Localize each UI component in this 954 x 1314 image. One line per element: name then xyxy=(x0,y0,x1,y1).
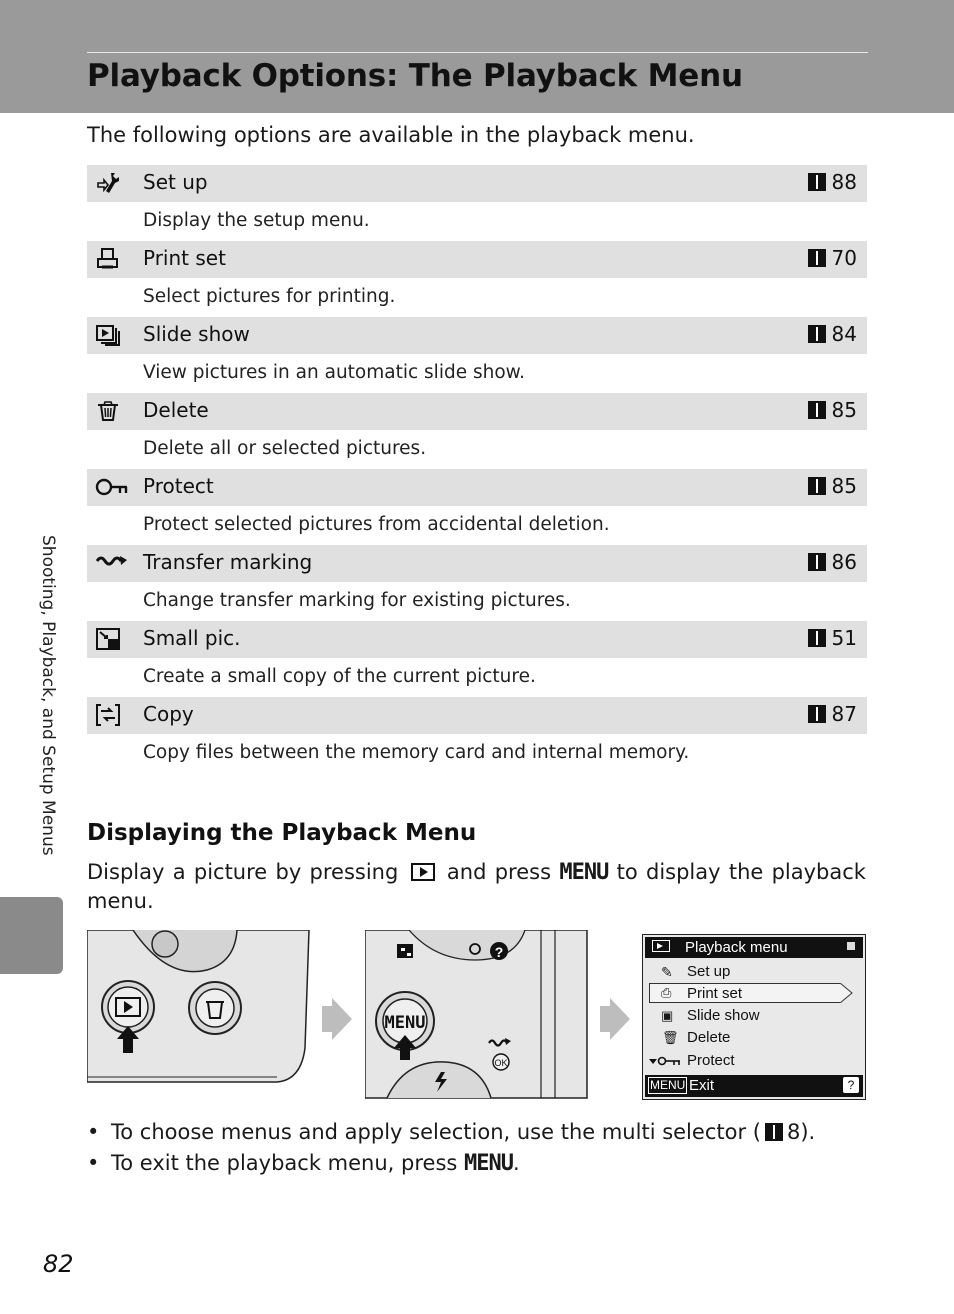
slide-show-icon: ▣ xyxy=(661,1008,674,1023)
reference-book-icon xyxy=(765,1123,783,1141)
reference-book-icon xyxy=(808,173,826,191)
next-step-arrow-icon xyxy=(322,998,352,1040)
menu-button-glyph: MENU xyxy=(464,1151,514,1176)
page-title: Playback Options: The Playback Menu xyxy=(87,58,743,94)
section-heading: Displaying the Playback Menu xyxy=(87,820,477,846)
option-row xyxy=(87,393,867,430)
delete-trash-icon xyxy=(95,399,121,423)
lcd-title: Playback menu xyxy=(685,939,788,956)
option-name: Copy xyxy=(143,702,194,726)
next-step-arrow-icon xyxy=(600,998,630,1040)
header-band xyxy=(0,0,954,113)
lcd-playback-menu xyxy=(642,934,866,1100)
option-description: View pictures in an automatic slide show. xyxy=(143,362,525,383)
reference-book-icon xyxy=(808,477,826,495)
copy-icon xyxy=(95,703,121,727)
option-description: Create a small copy of the current picture. xyxy=(143,666,536,687)
camera-menu-button-illustration xyxy=(365,930,589,1100)
lcd-item-delete[interactable]: Delete xyxy=(687,1029,731,1046)
option-row xyxy=(87,697,867,734)
option-name: Transfer marking xyxy=(143,550,313,574)
lcd-selection-highlight xyxy=(649,983,841,1003)
reference-book-icon xyxy=(808,705,826,723)
small-pic-icon xyxy=(95,627,121,651)
option-name: Slide show xyxy=(143,322,250,346)
ok-label: OK xyxy=(494,1058,508,1068)
help-icon[interactable]: ? xyxy=(843,1077,859,1093)
option-description: Delete all or selected pictures. xyxy=(143,438,427,459)
option-name: Delete xyxy=(143,398,209,422)
page-reference: 85 xyxy=(808,398,857,422)
lcd-item-slide-show[interactable]: Slide show xyxy=(687,1007,760,1024)
page-reference: 85 xyxy=(808,474,857,498)
page-reference: 51 xyxy=(808,626,857,650)
reference-book-icon xyxy=(808,553,826,571)
exit-label[interactable]: Exit xyxy=(689,1077,715,1094)
reference-book-icon xyxy=(808,629,826,647)
transfer-icon xyxy=(95,551,129,575)
option-description: Select pictures for printing. xyxy=(143,286,396,307)
option-row xyxy=(87,545,867,582)
lcd-title-bar xyxy=(645,937,863,958)
option-name: Protect xyxy=(143,474,214,498)
playback-button-icon xyxy=(411,863,435,881)
page-reference: 84 xyxy=(808,322,857,346)
option-row xyxy=(87,621,867,658)
selection-pointer-icon xyxy=(840,983,854,1003)
lcd-item-print-set[interactable]: Print set xyxy=(687,985,743,1002)
header-rule xyxy=(87,52,868,53)
instruction-item: • To choose menus and apply selection, use the multi selector ( 8). xyxy=(87,1120,867,1151)
playback-triangle-icon xyxy=(657,943,663,949)
option-name: Print set xyxy=(143,246,226,270)
delete-trash-icon: 🗑 xyxy=(662,1030,679,1045)
instruction-item: • To exit the playback menu, press MENU. xyxy=(87,1151,867,1182)
option-description: Change transfer marking for existing pictures. xyxy=(143,590,571,611)
page-reference: 86 xyxy=(808,550,857,574)
chapter-side-label: Shooting, Playback, and Setup Menus xyxy=(38,535,58,856)
scroll-indicator-icon xyxy=(847,942,855,950)
intro-text: The following options are available in the playback menu. xyxy=(87,123,695,147)
menu-button-label: MENU xyxy=(384,1013,426,1033)
reference-book-icon xyxy=(808,401,826,419)
setup-wrench-icon xyxy=(95,171,121,195)
options-table xyxy=(87,165,867,773)
page-number: 82 xyxy=(43,1250,74,1278)
page-reference: 88 xyxy=(808,170,857,194)
svg-text:?: ? xyxy=(494,944,504,960)
camera-playback-button-illustration xyxy=(87,930,311,1100)
lcd-item-set-up[interactable]: Set up xyxy=(687,963,731,980)
option-row xyxy=(87,241,867,278)
chapter-tab xyxy=(0,897,63,974)
print-set-icon xyxy=(95,247,121,271)
option-name: Small pic. xyxy=(143,626,241,650)
menu-button-glyph: MENU xyxy=(559,860,609,885)
menu-key-badge: MENU xyxy=(650,1078,686,1092)
lcd-footer xyxy=(645,1075,863,1097)
reference-book-icon xyxy=(808,249,826,267)
setup-wrench-icon: ✎ xyxy=(661,964,673,980)
section-paragraph: Display a picture by pressing and press MENU to display the playback menu. xyxy=(87,860,866,913)
option-row xyxy=(87,317,867,354)
reference-book-icon xyxy=(808,325,826,343)
option-name: Set up xyxy=(143,170,208,194)
flower-macro-icon xyxy=(152,931,178,957)
option-description: Display the setup menu. xyxy=(143,210,370,231)
print-set-icon: ⎙ xyxy=(661,985,672,1000)
option-description: Copy files between the memory card and internal memory. xyxy=(143,742,690,763)
slide-show-icon xyxy=(95,323,121,347)
page-reference: 87 xyxy=(808,702,857,726)
protect-key-icon xyxy=(95,475,129,499)
lcd-item-protect[interactable]: Protect xyxy=(687,1052,735,1069)
option-row xyxy=(87,469,867,506)
protect-key-icon xyxy=(657,1055,681,1067)
option-description: Protect selected pictures from accidental deletion. xyxy=(143,514,610,535)
page-reference: 70 xyxy=(808,246,857,270)
option-row xyxy=(87,165,867,202)
instruction-list xyxy=(87,1120,867,1182)
scroll-down-icon xyxy=(649,1059,657,1064)
